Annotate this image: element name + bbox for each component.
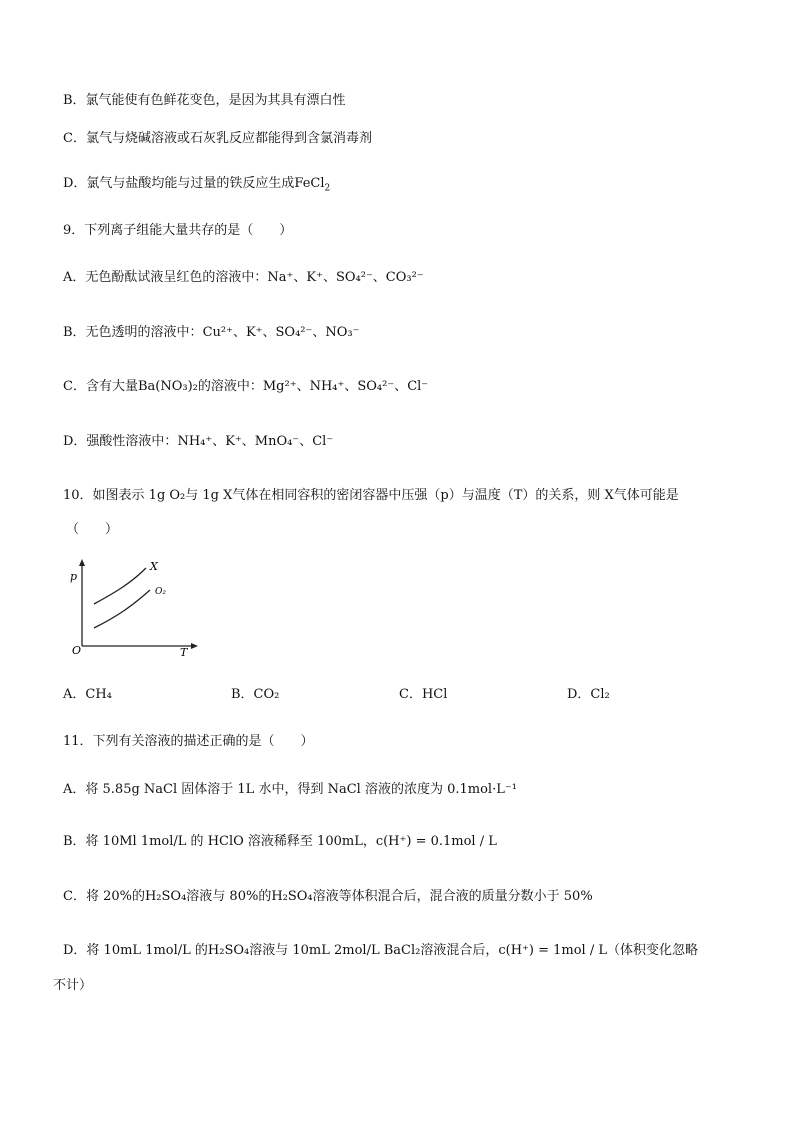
- pressure-temperature-graph: [62, 558, 202, 658]
- q8-option-c: C．氯气与烧碱溶液或石灰乳反应都能得到含氯消毒剂: [63, 131, 372, 146]
- q11-option-b: B．将 10Ml 1mol/L 的 HClO 溶液稀释至 100mL，c(H⁺) = 0.1mol / L: [63, 834, 497, 849]
- q10-option-b: B．CO₂: [231, 687, 280, 702]
- t-axis-arrow: [191, 643, 198, 649]
- q11-option-d-line1: D．将 10mL 1mol/L 的H₂SO₄溶液与 10mL 2mol/L BaCl₂溶液混合后，c(H⁺) = 1mol / L（体积变化忽略: [63, 943, 698, 958]
- curve-x: [94, 568, 146, 604]
- q8-option-b: B．氯气能使有色鲜花变色，是因为其具有漂白性: [63, 93, 346, 108]
- q10-option-d: D．Cl₂: [567, 687, 610, 702]
- q9-option-c: [63, 378, 428, 396]
- q11-option-a: A．将 5.85g NaCl 固体溶于 1L 水中，得到 NaCl 溶液的浓度为 0.1mol·L⁻¹: [63, 782, 517, 797]
- q9-option-a-ions: Na⁺、K⁺、SO₄²⁻、CO₃²⁻: [267, 270, 424, 285]
- q10-option-a: A．CH₄: [63, 687, 112, 702]
- q8-option-d-text: D．氯气与盐酸均能与过量的铁反应生成FeCl: [63, 176, 325, 191]
- p-axis-label: p: [70, 570, 78, 583]
- q8-option-d: [63, 175, 330, 193]
- p-axis-arrow: [79, 559, 85, 566]
- q9-option-d-label: D．强酸性溶液中：: [63, 434, 178, 449]
- t-axis-label: T: [180, 646, 188, 658]
- q11-stem: 11．下列有关溶液的描述正确的是（ ）: [63, 734, 314, 749]
- q9-option-b-label: B．无色透明的溶液中：: [63, 325, 203, 340]
- q10-option-c: C．HCl: [399, 687, 448, 702]
- q9-option-c-label: C．含有大量Ba(NO₃)₂的溶液中：: [63, 379, 263, 394]
- curve-o2-label: O₂: [155, 587, 166, 597]
- q9-option-a: [63, 269, 424, 287]
- q9-stem: 9．下列离子组能大量共存的是（ ）: [63, 223, 293, 238]
- q9-option-b: [63, 324, 359, 342]
- q11-option-c: C．将 20%的H₂SO₄溶液与 80%的H₂SO₄溶液等体积混合后，混合液的质量分数小于 50%: [63, 889, 593, 904]
- curve-x-label: X: [150, 560, 158, 573]
- q9-option-a-label: A．无色酚酞试液呈红色的溶液中：: [63, 270, 268, 285]
- q9-option-b-ions: Cu²⁺、K⁺、SO₄²⁻、NO₃⁻: [202, 325, 360, 340]
- q10-stem-line2: （ ）: [66, 522, 119, 537]
- q11-option-d-line2: 不计）: [53, 978, 93, 993]
- q9-option-d: [63, 433, 333, 451]
- q8-option-d-subscript: 2: [324, 183, 331, 194]
- q9-option-c-ions: Mg²⁺、NH₄⁺、SO₄²⁻、Cl⁻: [262, 379, 429, 394]
- origin-label: O: [72, 644, 82, 657]
- curve-o2: [94, 590, 150, 628]
- q9-option-d-ions: NH₄⁺、K⁺、MnO₄⁻、Cl⁻: [177, 434, 334, 449]
- q10-stem-line1: 10．如图表示 1g O₂与 1g X气体在相同容积的密闭容器中压强（p）与温度（T）的关系，则 X气体可能是: [63, 488, 679, 503]
